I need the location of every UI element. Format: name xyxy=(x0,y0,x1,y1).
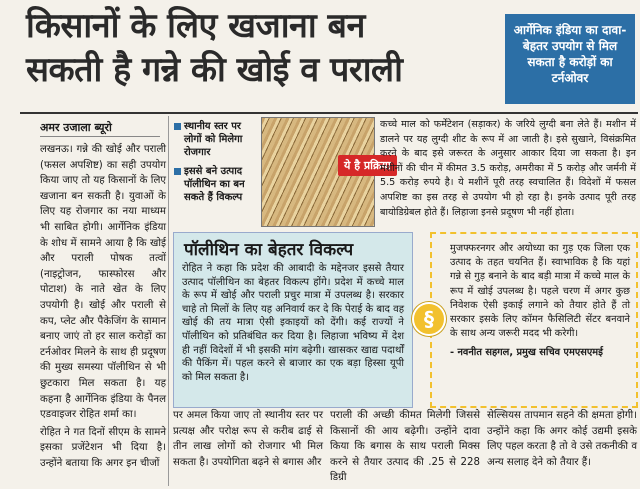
quote-body: मुजफ्फरनगर और अयोध्या का गुड़ एक जिला एक उत्पाद के तहत चयनित हैं। स्वाभाविक है कि यहां गन्ने से गुड़ बनाने के बाद बड़ी मात्रा में कच्चे माल के रूप में खोई उपलब्ध है। पहले चरण में अगर कुछ निवेशक ऐसी इकाई लगाने को तैयार होते हैं तो सरकार इसके लिए कॉमन फैसिलिटी सेंटर बनवाने के साथ अन्य जरूरी मदद भी करेगी। xyxy=(450,243,630,340)
headline-line-1: किसानों के लिए खजाना बन xyxy=(26,6,365,46)
highlight-bullets xyxy=(174,120,260,210)
box-title: पॉलीथिन का बेहतर विकल्प xyxy=(184,240,354,260)
column-1-para-2: रोहित ने गत दिनों सीएम के सामने इसका प्रजेंटेशन भी दिया है। उन्होंने बताया कि अगर इन चीजों xyxy=(40,426,166,469)
top-rule xyxy=(20,112,638,114)
process-stamp: ये है प्रक्रिया xyxy=(338,155,397,176)
official-quote-box xyxy=(430,232,638,408)
column-1 xyxy=(40,142,166,471)
column-1-para-1: लखनऊ। गन्ने की खोई और पराली (फसल अपशिष्ट) का सही उपयोग किया जाए तो यह किसानों के लिए खजाना बन सकती है। युवाओं के लिए यह रोजगार का नया माध्यम भी साबित होगी। आर्गेनिक इंडिया के शोध में सामने आया है कि खोई और पराली पोषक तत्वों (नाइट्रोजन, फास्फोरस और पोटाश) के नाते खेत के लिए उपयोगी है। खोई और पराली से कप, प्लेट और पैकेजिंग के सामान बनाए जाएं तो हर साल करोड़ों का टर्नओवर मिलने के साथ ही प्रदूषण की मुख्य समस्या पॉलीथिन से भी छुटकारा मिल सकता है। यह कहना है आर्गेनिक इंडिया के पैनल एडवाइजर रोहित शर्मा का। xyxy=(40,144,166,421)
bottom-column-2: पराली की अच्छी कीमत मिलेगी जिससे किसानों की आय बढ़ेगी। उन्होंने दावा किया कि बगास के साथ पराली मिक्स करने से तैयार उत्पाद की .25 से 228 डिग्री xyxy=(330,410,480,484)
bottom-column-3: सेल्सियस तापमान सहने की क्षमता होगी। उन्होंने कहा कि अगर कोई उद्यमी इसके लिए पहल करता है तो वे उसे तकनीकी व अन्य सलाह देने को तैयार हैं। xyxy=(487,410,637,468)
bottom-column-1: पर अमल किया जाए तो स्थानीय स्तर पर प्रत्यक्ष और परोक्ष रूप से करीब ढाई से तीन लाख लोगों को रोजगार भी मिल सकता है। उपयोगिता बढ़ने से बगास और xyxy=(173,410,323,468)
quote-attribution: - नवनीत सहगल, प्रमुख सचिव एमएसएमई xyxy=(450,347,603,359)
polythene-alternative-box xyxy=(173,232,413,408)
s-logo-icon: § xyxy=(412,302,446,336)
byline-rule xyxy=(40,136,160,137)
process-text: कच्चे माल को फर्मेंटेशन (सड़ाकर) के जरिये लुग्दी बना लेते हैं। मशीन में डालने पर यह लुग्दी शीट के रूप में आ जाती है। इसे सुखाने, विसंक्रमित करने के बाद इसे जरूरत के अनुसार आकार दिया जा सकता है। इन मशीनों की चीन में कीमत 3.5 करोड़, अमरीका में 5 करोड़ और जर्मनी में 5.5 करोड़ रुपये है। ये मशीनें पूरी तरह स्वचालित हैं। विदेशों में फसल अपशिष्ट का इस तरह से उपयोग भी हो रहा है। इनके उत्पाद पूरी तरह बायोडिग्रेबल होते हैं। लिहाजा इनसे प्रदूषण भी नहीं होता। xyxy=(380,119,636,218)
headline-line-2: सकती है गन्ने की खोई व पराली xyxy=(26,50,403,90)
column-divider xyxy=(168,116,169,486)
headline xyxy=(26,4,496,92)
bullet-item: स्थानीय स्तर पर लोगों को मिलेगा रोजगार xyxy=(174,120,260,159)
bullet-item: इससे बने उत्पाद पॉलीथिन का बन सकते हैं विकल्प xyxy=(174,165,260,204)
callout-box: आर्गेनिक इंडिया का दावा- बेहतर उपयोग से मिल सकता है करोड़ों का टर्नओवर xyxy=(505,14,635,104)
box-body: रोहित ने कहा कि प्रदेश की आबादी के मद्देनजर इससे तैयार उत्पाद पॉलीथिन का बेहतर विकल्प होंगे। प्रदेश में कच्चे माल के रूप में खोई और पराली प्रचुर मात्रा में उपलब्ध है। सरकार चाहे तो मिलों के लिए यह अनिवार्य कर दे कि पेराई के बाद वह खोई की तय मात्रा ऐसी इकाइयों को देंगी। कई राज्यों ने पॉलीथिन को प्रतिबंधित कर दिया है। लिहाजा भविष्य में देश ही नहीं विदेशों में भी इसकी मांग बढ़ेगी। खासकर खाद्य पदार्थों की पैकिंग में। पहल करने से बाजार का एक बड़ा हिस्सा यूपी को मिल सकता है। xyxy=(182,263,405,383)
byline: अमर उजाला ब्यूरो xyxy=(40,121,112,134)
